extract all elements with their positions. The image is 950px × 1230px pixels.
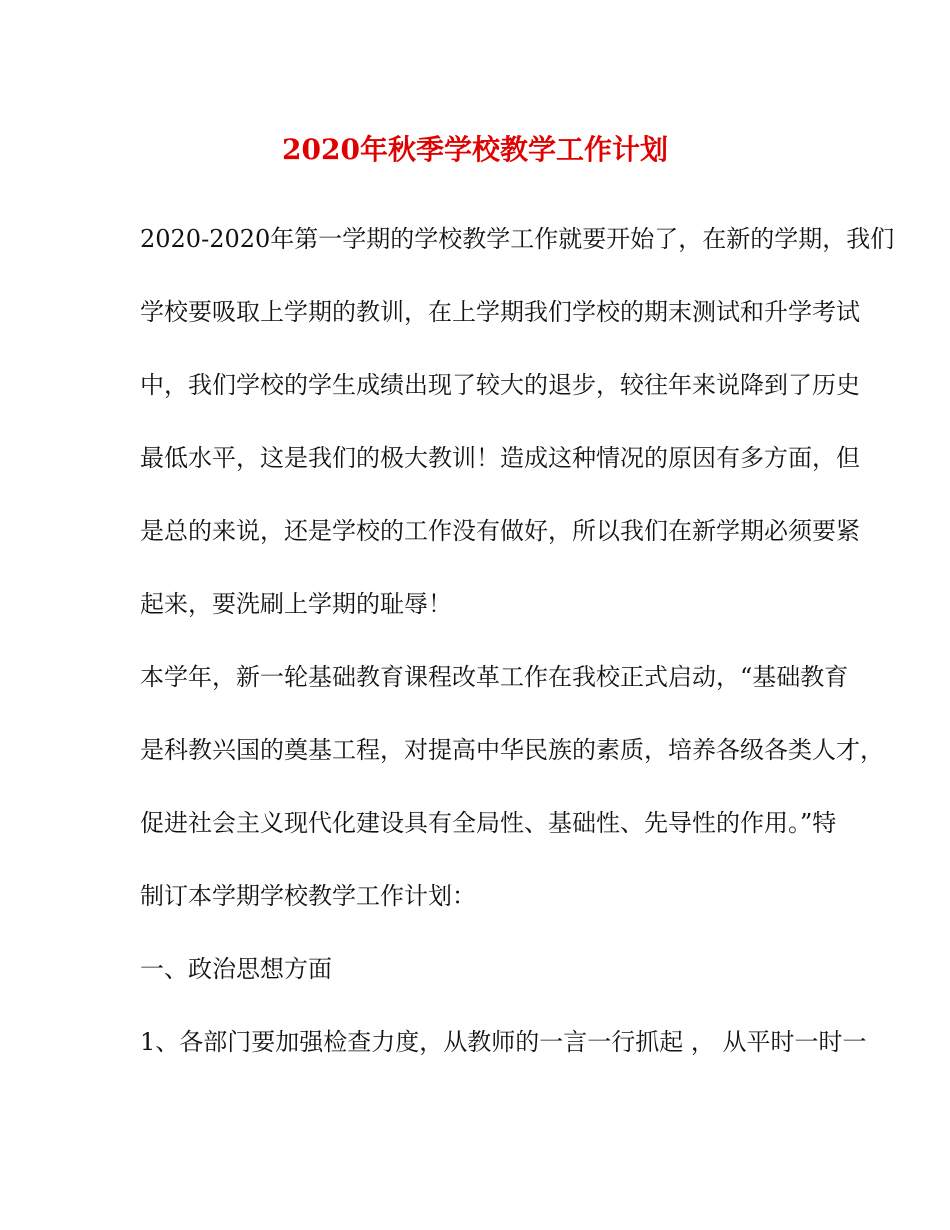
paragraph-line: 是科教兴国的奠基工程，对提高中华民族的素质，培养各级各类人才， <box>140 736 884 764</box>
paragraph-line: 2020-2020年第一学期的学校教学工作就要开始了，在新的学期，我们 <box>140 225 895 253</box>
paragraph-line: 是总的来说，还是学校的工作没有做好，所以我们在新学期必须要紧 <box>140 517 860 545</box>
paragraph-line: 起来，要洗刷上学期的耻辱！ <box>140 590 452 618</box>
paragraph-line: 最低水平，这是我们的极大教训！造成这种情况的原因有多方面，但 <box>140 444 860 472</box>
paragraph-line: 中，我们学校的学生成绩出现了较大的退步，较往年来说降到了历史 <box>140 371 860 399</box>
section-heading: 一、政治思想方面 <box>140 955 332 983</box>
paragraph-line: 制订本学期学校教学工作计划： <box>140 882 476 910</box>
paragraph-line: 促进社会主义现代化建设具有全局性、基础性、先导性的作用。”特 <box>140 809 837 837</box>
paragraph-line: 本学年，新一轮基础教育课程改革工作在我校正式启动，“基础教育 <box>140 663 849 691</box>
document-title: 2020年秋季学校教学工作计划 <box>282 133 668 166</box>
list-item: 1、各部门要加强检查力度，从教师的一言一行抓起 ， 从平时一时一 <box>140 1028 867 1056</box>
paragraph-line: 学校要吸取上学期的教训，在上学期我们学校的期末测试和升学考试 <box>140 298 860 326</box>
